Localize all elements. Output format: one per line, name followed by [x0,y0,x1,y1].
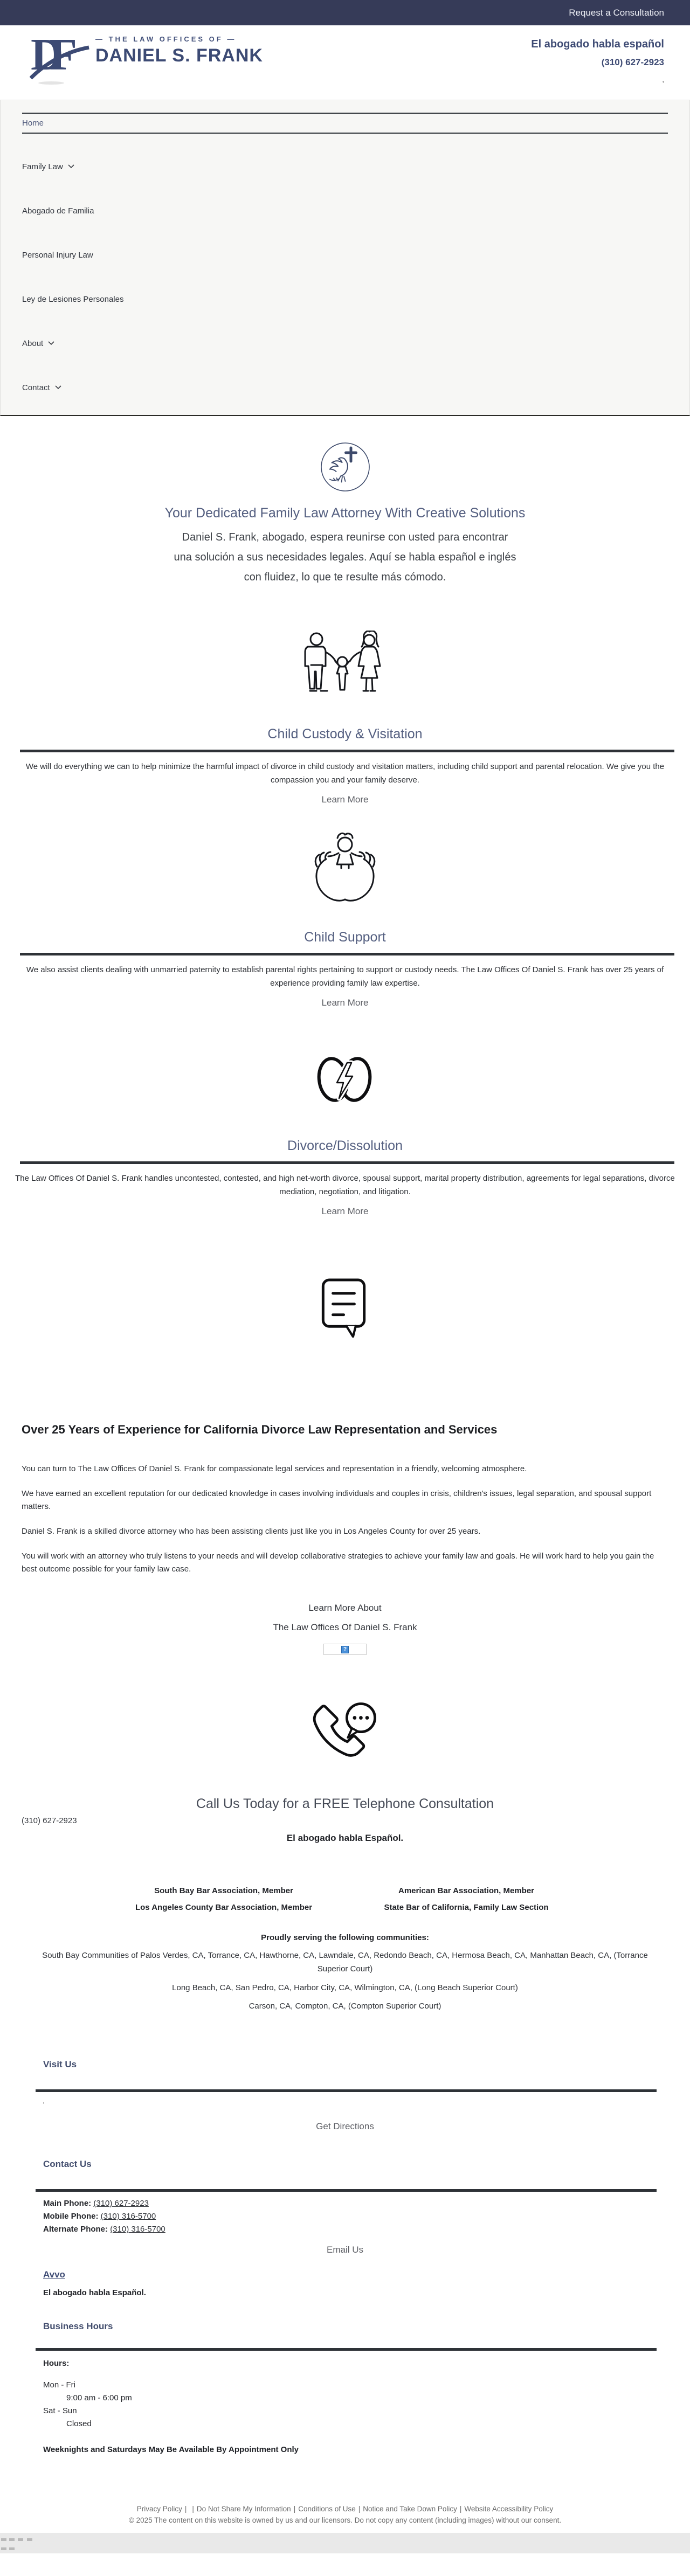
nav-item-label: Family Law [22,162,63,171]
contact-us-heading: Contact Us [43,2159,92,2169]
hours-days: Mon - Fri [43,2380,75,2390]
phone-row-mobile [43,2210,690,2223]
service-description: We will do everything we can to help minimize the harmful impact of divorce in child custody and visitation matters, including child support and parental relocation. We give you the compassion you and your family deserve. [25,762,665,785]
nav-item-abogado-de-familia[interactable] [22,189,668,233]
learn-more-about-label: Learn More About [308,1603,382,1613]
do-not-share-link[interactable]: Do Not Share My Information [196,2505,291,2513]
section-divider [36,2189,657,2192]
divorce-rings-icon [313,1049,377,1111]
appointment-note: Weeknights and Saturdays May Be Available By Appointment Only [43,2445,299,2454]
notice-takedown-link[interactable]: Notice and Take Down Policy [363,2505,457,2513]
service-description: We also assist clients dealing with unmarried paternity to establish parental rights pertaining to support or custody needs. The Law Offices Of Daniel S. Frank has over 25 years of experience providing family law expertise. [26,965,664,988]
experience-paragraph: We have earned an excellent reputation for our dedicated knowledge in cases involving individuals and couples in crisis, children's issues, legal separation, and spousal support matters. [22,1489,652,1511]
family-icon [288,631,402,703]
service-title: Child Support [304,930,386,945]
bar-memberships [102,1885,588,1914]
nav-item-home[interactable] [22,113,668,134]
hero-heading: Your Dedicated Family Law Attorney With Creative Solutions [164,505,526,521]
header-spanish-note: El abogado habla español [531,38,664,50]
call-heading: Call Us Today for a FREE Telephone Consultation [196,1796,494,1811]
chevron-down-icon [48,341,54,345]
alternate-phone-label: Alternate Phone: [43,2225,108,2234]
nav-item-personal-injury-law[interactable] [22,233,668,277]
section-divider [36,2348,657,2351]
message-icon [320,1277,370,1338]
call-spanish-note: El abogado habla Español. [286,1833,404,1843]
nav-item-label: Ley de Lesiones Personales [22,294,124,304]
nav-item-label: About [22,338,44,348]
email-us-link[interactable]: Email Us [326,2245,363,2255]
service-description: The Law Offices Of Daniel S. Frank handles uncontested, contested, and high net-worth divorce, spousal support, marital property distribution, agreements for legal separations, divorce mediation, negotiation, and litigation. [15,1174,675,1196]
logo-tagline: — THE LAW OFFICES OF — [95,35,237,43]
firm-name-label: The Law Offices Of Daniel S. Frank [273,1622,417,1632]
learn-more-link[interactable]: Learn More [321,794,369,805]
hero-line: Daniel S. Frank, abogado, espera reunirse con usted para encontrar [182,531,508,543]
topbar [0,0,690,25]
broken-image-placeholder[interactable] [323,1644,367,1655]
visit-us-heading: Visit Us [43,2059,77,2069]
dove-cross-emblem-icon [320,442,370,492]
footer-separator: | [184,2505,187,2513]
svg-text:DF: DF [31,30,63,80]
chevron-down-icon [68,164,74,169]
hero-line: una solución a sus necesidades legales. Aquí se habla español e inglés [174,551,516,563]
hands-child-icon [302,831,388,912]
learn-more-link[interactable]: Learn More [321,1206,369,1216]
nav-item-about[interactable] [22,321,668,365]
get-directions-link[interactable]: Get Directions [316,2121,374,2131]
placeholder-dash [1,2538,6,2541]
nav-item-family-law[interactable] [22,144,668,189]
avvo-link[interactable]: Avvo [43,2269,65,2280]
hours-time: Closed [66,2419,92,2428]
experience-paragraph: You will work with an attorney who truly listens to your needs and will develop collaborative strategies to achieve your family law and goals. He will work hard to help you gain the best outcome possible for your family law case. [22,1552,654,1574]
service-title: Divorce/Dissolution [287,1138,403,1153]
phone-row-main [43,2197,690,2210]
request-consultation-link[interactable]: Request a Consultation [569,7,664,18]
placeholder-dash [1,2547,6,2550]
logo-name: DANIEL S. FRANK [95,45,263,66]
logo[interactable] [30,30,263,86]
call-phone-link[interactable]: (310) 627-2923 [22,1816,77,1825]
footer-separator: | [192,2505,194,2513]
contact-spanish-note: El abogado habla Español. [43,2288,146,2297]
phone-row-alternate [43,2223,690,2236]
hero-paragraph [0,528,690,587]
broken-image-icon: ? [341,1646,349,1653]
accessibility-policy-link[interactable]: Website Accessibility Policy [464,2505,554,2513]
experience-heading: Over 25 Years of Experience for California Divorce Law Representation and Services [22,1423,498,1436]
mobile-phone-link[interactable]: (310) 316-5700 [100,2212,156,2221]
business-hours-heading: Business Hours [43,2321,113,2331]
nav-item-contact[interactable] [22,365,668,410]
footer-links [0,2505,690,2513]
nav-item-label: Home [22,119,44,128]
section-divider [20,953,674,955]
communities-group: Carson, CA, Compton, CA, (Compton Superior Court) [249,2002,441,2011]
header-phone-link[interactable]: (310) 627-2923 [601,57,664,67]
communities-intro: Proudly serving the following communities: [261,1933,429,1942]
hours-time: 9:00 am - 6:00 pm [66,2393,132,2402]
placeholder-dash [9,2538,15,2541]
hours-days: Sat - Sun [43,2406,77,2415]
hours-label: Hours: [43,2359,70,2368]
footer-separator: | [293,2505,296,2513]
service-title: Child Custody & Visitation [267,726,423,742]
site-header [0,25,690,100]
nav-item-label: Personal Injury Law [22,250,93,260]
conditions-of-use-link[interactable]: Conditions of Use [298,2505,356,2513]
chevron-down-icon [55,385,61,390]
communities-group: Long Beach, CA, San Pedro, CA, Harbor City, CA, Wilmington, CA, (Long Beach Superior Court) [172,1983,518,1992]
experience-paragraph: You can turn to The Law Offices Of Daniel S. Frank for compassionate legal services and representation in a friendly, welcoming atmosphere. [22,1464,527,1473]
main-menu [0,100,690,416]
privacy-policy-link[interactable]: Privacy Policy [136,2505,182,2513]
placeholder-dash [9,2547,15,2550]
membership-item: South Bay Bar Association, Member [154,1886,293,1895]
membership-item: Los Angeles County Bar Association, Member [135,1903,313,1912]
header-stray-mark: , [662,75,664,84]
learn-more-link[interactable]: Learn More [321,998,369,1008]
membership-item: American Bar Association, Member [398,1886,535,1895]
section-divider [20,750,674,752]
nav-item-label: Abogado de Familia [22,206,94,216]
hours-schedule [0,2379,690,2430]
page-content [0,442,690,2553]
footer-copyright: © 2025 The content on this website is owned by us and our licensors. Do not copy any content (including images) without our consent. [128,2516,562,2524]
main-phone-label: Main Phone: [43,2199,92,2208]
placeholder-dash [18,2538,23,2541]
section-divider [20,1161,674,1164]
df-monogram-icon [30,30,90,86]
phone-chat-icon [307,1696,383,1771]
alternate-phone-link[interactable]: (310) 316-5700 [110,2225,165,2234]
main-phone-link[interactable]: (310) 627-2923 [93,2199,149,2208]
membership-item: State Bar of California, Family Law Section [384,1903,549,1912]
address-placeholder: ' [43,2101,45,2109]
section-divider [36,2089,657,2092]
footer-separator: | [459,2505,462,2513]
communities-group: South Bay Communities of Palos Verdes, CA, Torrance, CA, Hawthorne, CA, Lawndale, CA, Redondo Beach, CA, Hermosa Beach, CA, Manhattan Beach, CA, (Torrance Superior Court) [42,1951,648,1973]
placeholder-dash [27,2538,32,2541]
hero-line: con fluidez, lo que te resulte más cómodo. [244,571,446,583]
footer-separator: | [358,2505,361,2513]
bottom-placeholder-bar [0,2533,690,2553]
mobile-phone-label: Mobile Phone: [43,2212,99,2221]
nav-item-ley-de-lesiones-personales[interactable] [22,277,668,321]
experience-paragraph: Daniel S. Frank is a skilled divorce attorney who has been assisting clients just like you in Los Angeles County for over 25 years. [22,1527,481,1536]
nav-item-label: Contact [22,383,50,392]
